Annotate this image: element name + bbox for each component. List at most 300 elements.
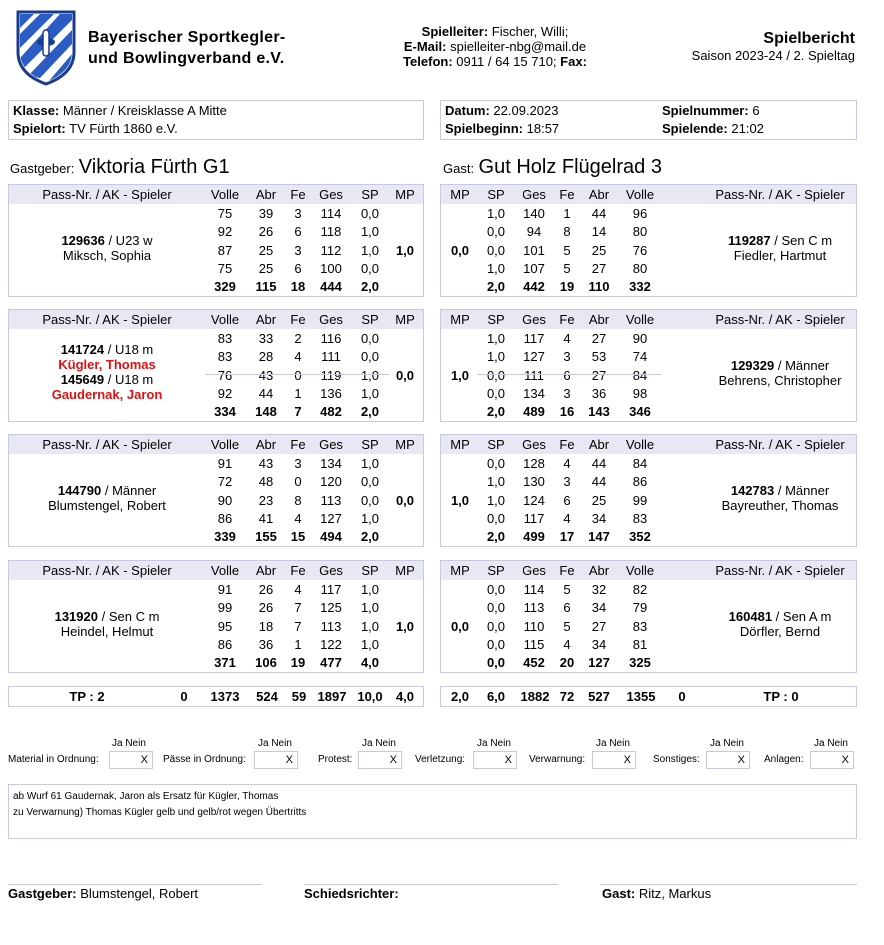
home-cell: 43 <box>258 367 274 383</box>
home-total-cell: 148 <box>255 404 277 419</box>
away-col-header: MP <box>450 312 470 327</box>
home-player-pass: 145649 <box>60 372 105 387</box>
away-cell: 0,0 <box>486 618 506 634</box>
away-cell: 74 <box>632 349 648 365</box>
home-col-header: Abr <box>255 563 277 578</box>
check-box[interactable]: X <box>706 751 750 769</box>
away-cell: 124 <box>523 492 545 508</box>
away-cell: 1,0 <box>486 260 506 276</box>
away-totals-row <box>440 686 857 707</box>
home-player-pass-line <box>22 372 192 387</box>
home-total-cell: 329 <box>214 279 236 294</box>
home-col-header: Volle <box>210 312 240 327</box>
away-player-pass-line <box>695 483 865 498</box>
home-cell: 6 <box>294 224 302 240</box>
home-cell: 72 <box>217 474 233 490</box>
home-cell: 25 <box>258 260 274 276</box>
away-cell: 130 <box>523 474 545 490</box>
home-block-3 <box>8 434 424 547</box>
away-total-cell: 127 <box>588 655 610 670</box>
away-col-header: SP <box>487 312 505 327</box>
home-total-cell: 477 <box>320 655 342 670</box>
home-total-cell: 115 <box>255 279 277 294</box>
home-total-cell: 106 <box>255 655 277 670</box>
home-col-header: Volle <box>210 187 240 202</box>
home-cell: 4 <box>294 510 302 526</box>
away-col-header: MP <box>450 563 470 578</box>
check-box[interactable]: X <box>358 751 402 769</box>
away-col-header: Volle <box>625 187 655 202</box>
away-total-cell: 346 <box>629 404 651 419</box>
home-total-ges: 1897 <box>317 689 347 704</box>
home-player-ak: / Männer <box>101 483 157 498</box>
away-player-name: Dörfler, Bernd <box>739 624 821 639</box>
spielort-value: TV Fürth 1860 e.V. <box>69 121 178 136</box>
spielbeginn-value: 18:57 <box>526 121 560 136</box>
away-total-ges: 1882 <box>520 689 550 704</box>
away-cell: 5 <box>563 582 571 597</box>
check-box[interactable]: X <box>473 751 517 769</box>
away-cell: 0,0 <box>486 636 506 652</box>
away-cell: 32 <box>591 582 607 597</box>
away-cell: 86 <box>632 474 648 490</box>
home-cell: 0,0 <box>360 349 380 365</box>
home-col-header: MP <box>395 187 415 202</box>
home-col-header: Abr <box>255 312 277 327</box>
referee-signature-label: Schiedsrichter: <box>304 886 399 901</box>
away-cell: 6 <box>563 492 571 508</box>
away-cell: 117 <box>523 510 545 526</box>
spielnummer-value: 6 <box>752 103 760 118</box>
check-box[interactable]: X <box>592 751 636 769</box>
away-team-label: Gast: <box>443 161 475 176</box>
away-players <box>695 233 865 263</box>
home-cell: 1,0 <box>360 618 380 634</box>
away-col-header: Ges <box>522 187 546 202</box>
away-cell: 3 <box>563 349 571 365</box>
away-cell: 1,0 <box>486 349 506 365</box>
home-player-ak: / U18 m <box>104 372 154 387</box>
home-cell: 0,0 <box>360 331 380 346</box>
away-total-cell: 110 <box>588 279 610 294</box>
away-cell: 110 <box>523 618 545 634</box>
away-total-cell: 0,0 <box>486 655 506 670</box>
away-mp: 0,0 <box>450 619 470 634</box>
home-player-name: Gaudernak, Jaron <box>51 387 163 402</box>
home-mp: 0,0 <box>395 493 415 508</box>
home-cell: 86 <box>217 636 233 652</box>
away-cell: 27 <box>591 618 607 634</box>
away-cell: 84 <box>632 367 648 383</box>
home-player-name: Kügler, Thomas <box>58 357 156 372</box>
home-cell: 95 <box>217 618 233 634</box>
home-cell: 1 <box>294 385 302 401</box>
home-col-header: Fe <box>290 437 306 452</box>
away-total-cell: 2,0 <box>486 529 506 544</box>
home-total-cell: 15 <box>290 529 306 544</box>
home-cell: 90 <box>217 492 233 508</box>
home-cell: 75 <box>217 260 233 276</box>
home-total-cell: 4,0 <box>360 655 380 670</box>
away-block-1 <box>440 184 857 297</box>
away-mp: 1,0 <box>450 368 470 383</box>
home-cell: 7 <box>294 618 302 634</box>
home-cell: 87 <box>217 242 233 258</box>
spielende-label: Spielende: <box>662 121 728 136</box>
away-player-pass-line <box>695 609 865 624</box>
home-tp: TP : 2 <box>69 689 105 704</box>
email-value: spielleiter-nbg@mail.de <box>450 39 587 54</box>
home-cell: 111 <box>321 349 341 365</box>
home-cell: 28 <box>258 349 274 365</box>
away-cell: 90 <box>632 331 648 346</box>
home-total-cell: 2,0 <box>360 279 380 294</box>
away-col-header: Abr <box>588 437 610 452</box>
home-cell: 1 <box>294 636 302 652</box>
home-mp: 1,0 <box>395 619 415 634</box>
away-player-pass: 160481 <box>728 609 773 624</box>
away-cell: 0,0 <box>486 600 506 616</box>
away-zero: 0 <box>678 689 686 704</box>
away-cell: 80 <box>632 224 648 240</box>
home-cell: 114 <box>320 206 342 221</box>
home-cell: 36 <box>258 636 274 652</box>
away-col-header: SP <box>487 437 505 452</box>
home-cell: 127 <box>320 510 342 526</box>
away-cell: 4 <box>563 510 571 526</box>
away-cell: 0,0 <box>486 582 506 597</box>
home-total-cell: 444 <box>320 279 342 294</box>
away-players <box>695 609 865 639</box>
home-col-header: MP <box>395 563 415 578</box>
home-team-label: Gastgeber: <box>10 161 75 176</box>
league-contact <box>360 24 630 69</box>
home-player-ak: / U23 w <box>104 233 153 248</box>
home-cell: 1,0 <box>360 385 380 401</box>
away-col-header: Pass-Nr. / AK - Spieler <box>715 437 845 452</box>
ja-nein-header: Ja Nein <box>710 738 744 749</box>
away-cell: 127 <box>523 349 545 365</box>
check-box[interactable]: X <box>810 751 854 769</box>
home-cell: 0,0 <box>360 474 380 490</box>
home-total-cell: 155 <box>255 529 277 544</box>
check-label: Sonstiges: <box>653 754 700 765</box>
away-player-pass: 119287 <box>727 233 771 248</box>
home-player-pass-line <box>22 233 192 248</box>
home-team-name: Viktoria Fürth G1 <box>78 156 230 178</box>
away-cell: 94 <box>526 224 542 240</box>
away-player-ak: / Männer <box>774 358 830 373</box>
away-total-cell: 143 <box>588 404 610 419</box>
away-total-cell: 20 <box>559 655 575 670</box>
check-label: Protest: <box>318 754 353 765</box>
away-cell: 99 <box>632 492 648 508</box>
away-cell: 111 <box>524 367 544 383</box>
away-col-header: Pass-Nr. / AK - Spieler <box>715 563 845 578</box>
home-col-header: SP <box>361 312 379 327</box>
home-col-header: Fe <box>290 563 306 578</box>
home-cell: 2 <box>294 331 302 346</box>
home-cell: 1,0 <box>360 636 380 652</box>
match-info-box <box>8 100 424 140</box>
home-cell: 3 <box>294 206 302 221</box>
away-player-pass-line <box>695 233 865 248</box>
home-col-header: Pass-Nr. / AK - Spieler <box>42 437 172 452</box>
home-col-header: Fe <box>290 187 306 202</box>
away-cell: 117 <box>523 331 545 346</box>
home-total-volle: 1373 <box>210 689 240 704</box>
home-cell: 119 <box>320 367 342 383</box>
check-box[interactable]: X <box>254 751 298 769</box>
away-col-header: Fe <box>559 312 575 327</box>
away-cell: 1,0 <box>486 474 506 490</box>
home-total-cell: 2,0 <box>360 529 380 544</box>
ja-nein-header: Ja Nein <box>477 738 511 749</box>
away-cell: 34 <box>591 510 607 526</box>
home-zero: 0 <box>180 689 188 704</box>
home-cell: 100 <box>320 260 342 276</box>
home-signature-value: Blumstengel, Robert <box>80 886 199 901</box>
home-cell: 99 <box>217 600 233 616</box>
away-total-abr: 527 <box>588 689 610 704</box>
home-players <box>22 342 192 402</box>
home-cell: 3 <box>294 242 302 258</box>
home-players <box>22 233 192 263</box>
home-row-separator <box>205 374 389 375</box>
home-total-cell: 371 <box>214 655 236 670</box>
home-player-name: Miksch, Sophia <box>62 248 152 263</box>
home-signature-line <box>8 884 262 885</box>
home-player-name: Heindel, Helmut <box>60 624 154 639</box>
spielbeginn-label: Spielbeginn: <box>445 121 523 136</box>
home-cell: 83 <box>217 349 233 365</box>
away-row-separator <box>477 374 661 375</box>
away-cell: 4 <box>563 636 571 652</box>
home-cell: 117 <box>320 582 342 597</box>
away-col-header: Pass-Nr. / AK - Spieler <box>715 187 845 202</box>
home-player-pass: 144790 <box>57 483 102 498</box>
home-cell: 91 <box>217 456 233 471</box>
home-cell: 1,0 <box>360 367 380 383</box>
check-label: Material in Ordnung: <box>8 754 99 765</box>
home-cell: 8 <box>294 492 302 508</box>
away-cell: 25 <box>591 242 607 258</box>
away-cell: 101 <box>523 242 545 258</box>
away-cell: 5 <box>563 242 571 258</box>
away-col-header: SP <box>487 563 505 578</box>
away-cell: 0,0 <box>486 242 506 258</box>
home-block-1 <box>8 184 424 297</box>
fax-label: Fax: <box>560 54 587 69</box>
away-col-header: Ges <box>522 563 546 578</box>
home-total-mp: 4,0 <box>395 689 415 704</box>
home-cell: 113 <box>320 618 342 634</box>
away-cell: 14 <box>591 224 607 240</box>
ja-nein-header: Ja Nein <box>362 738 396 749</box>
home-cell: 1,0 <box>360 582 380 597</box>
away-players <box>695 483 865 513</box>
away-cell: 44 <box>591 456 607 471</box>
home-col-header: Pass-Nr. / AK - Spieler <box>42 312 172 327</box>
home-cell: 4 <box>294 349 302 365</box>
spielende-value: 21:02 <box>731 121 764 136</box>
away-cell: 81 <box>632 636 648 652</box>
home-col-header: Fe <box>290 312 306 327</box>
away-cell: 3 <box>563 474 571 490</box>
away-cell: 134 <box>523 385 545 401</box>
home-cell: 136 <box>320 385 342 401</box>
home-player-pass: 131920 <box>54 609 98 624</box>
check-label: Pässe in Ordnung: <box>163 754 246 765</box>
away-cell: 1,0 <box>486 206 506 221</box>
away-cell: 98 <box>632 385 648 401</box>
home-cell: 1,0 <box>360 600 380 616</box>
away-cell: 1 <box>563 206 571 221</box>
away-cell: 76 <box>632 242 648 258</box>
home-col-header: Abr <box>255 437 277 452</box>
away-player-pass-line <box>695 358 865 373</box>
away-col-header: Fe <box>559 187 575 202</box>
away-cell: 5 <box>563 618 571 634</box>
home-player-pass-line <box>22 483 192 498</box>
match-time-box <box>440 100 857 140</box>
home-cell: 0,0 <box>360 206 380 221</box>
away-total-cell: 452 <box>523 655 545 670</box>
home-cell: 0 <box>294 474 302 490</box>
home-cell: 0,0 <box>360 260 380 276</box>
home-cell: 41 <box>258 510 274 526</box>
home-cell: 91 <box>217 582 233 597</box>
away-player-name: Bayreuther, Thomas <box>721 498 839 513</box>
away-cell: 0,0 <box>486 456 506 471</box>
away-total-cell: 2,0 <box>486 279 506 294</box>
away-cell: 84 <box>632 456 648 471</box>
bskv-logo <box>14 8 78 86</box>
away-cell: 5 <box>563 260 571 276</box>
home-cell: 26 <box>258 600 274 616</box>
away-block-3 <box>440 434 857 547</box>
telefon-label: Telefon: <box>403 54 453 69</box>
home-cell: 18 <box>258 618 274 634</box>
away-col-header: Ges <box>522 312 546 327</box>
away-cell: 79 <box>632 600 648 616</box>
home-col-header: SP <box>361 563 379 578</box>
home-total-cell: 482 <box>320 404 342 419</box>
away-player-name: Fiedler, Hartmut <box>733 248 827 263</box>
away-cell: 6 <box>563 600 571 616</box>
away-player-pass: 142783 <box>730 483 775 498</box>
away-cell: 0,0 <box>486 367 506 383</box>
home-total-fe: 59 <box>291 689 307 704</box>
home-cell: 3 <box>294 456 302 471</box>
home-player-pass: 141724 <box>60 342 105 357</box>
spielleiter-value: Fischer, Willi; <box>491 24 569 39</box>
home-cell: 0,0 <box>360 492 380 508</box>
away-cell: 113 <box>523 600 545 616</box>
home-cell: 26 <box>258 582 274 597</box>
check-box[interactable]: X <box>109 751 153 769</box>
home-total-cell: 19 <box>290 655 306 670</box>
away-cell: 83 <box>632 510 648 526</box>
email-label: E-Mail: <box>403 39 447 54</box>
check-label: Verwarnung: <box>529 754 586 765</box>
away-team-name: Gut Holz Flügelrad 3 <box>478 156 662 178</box>
home-cell: 83 <box>217 331 233 346</box>
away-cell: 3 <box>563 385 571 401</box>
datum-value: 22.09.2023 <box>493 103 559 118</box>
away-cell: 36 <box>591 385 607 401</box>
ja-nein-header: Ja Nein <box>112 738 146 749</box>
home-cell: 23 <box>258 492 274 508</box>
home-col-header: SP <box>361 187 379 202</box>
away-cell: 140 <box>523 206 545 221</box>
away-block-4 <box>440 560 857 673</box>
away-cell: 1,0 <box>486 331 506 346</box>
away-total-cell: 16 <box>559 404 575 419</box>
home-signature-label: Gastgeber: <box>8 886 77 901</box>
home-mp: 0,0 <box>395 368 415 383</box>
report-title: Spielbericht <box>763 30 855 47</box>
away-cell: 27 <box>591 260 607 276</box>
away-signature-label: Gast: <box>602 886 636 901</box>
away-cell: 96 <box>632 206 648 221</box>
home-cell: 122 <box>320 636 342 652</box>
home-col-header: MP <box>395 312 415 327</box>
away-signature-line <box>600 884 857 885</box>
home-cell: 1,0 <box>360 510 380 526</box>
home-col-header: Ges <box>319 563 343 578</box>
away-total-cell: 2,0 <box>486 404 506 419</box>
home-players <box>22 483 192 513</box>
away-cell: 0,0 <box>486 224 506 240</box>
home-col-header: SP <box>361 437 379 452</box>
spielnummer-label: Spielnummer: <box>662 103 749 118</box>
home-player-pass: 129636 <box>61 233 105 248</box>
away-cell: 0,0 <box>486 385 506 401</box>
home-player-pass-line <box>22 609 192 624</box>
home-total-cell: 2,0 <box>360 404 380 419</box>
away-cell: 83 <box>632 618 648 634</box>
away-cell: 34 <box>591 636 607 652</box>
org-name <box>88 27 286 69</box>
home-cell: 1,0 <box>360 224 380 240</box>
check-label: Verletzung: <box>415 754 466 765</box>
home-cell: 75 <box>217 206 233 221</box>
away-cell: 107 <box>523 260 545 276</box>
away-cell: 4 <box>563 331 571 346</box>
referee-signature-line <box>304 884 558 885</box>
home-total-cell: 7 <box>294 404 302 419</box>
away-mp: 1,0 <box>450 493 470 508</box>
home-cell: 120 <box>320 474 342 490</box>
away-col-header: Volle <box>625 312 655 327</box>
ja-nein-header: Ja Nein <box>814 738 848 749</box>
home-cell: 7 <box>294 600 302 616</box>
home-total-abr: 524 <box>256 689 278 704</box>
home-total-cell: 18 <box>290 279 306 294</box>
away-total-volle: 1355 <box>626 689 656 704</box>
home-players <box>22 609 192 639</box>
away-cell: 25 <box>591 492 607 508</box>
away-player-pass: 129329 <box>730 358 775 373</box>
home-col-header: Ges <box>319 187 343 202</box>
home-cell: 134 <box>320 456 342 471</box>
away-col-header: Volle <box>625 563 655 578</box>
home-cell: 116 <box>320 331 342 346</box>
home-col-header: Volle <box>210 437 240 452</box>
away-total-cell: 147 <box>588 529 610 544</box>
away-total-cell: 499 <box>523 529 545 544</box>
